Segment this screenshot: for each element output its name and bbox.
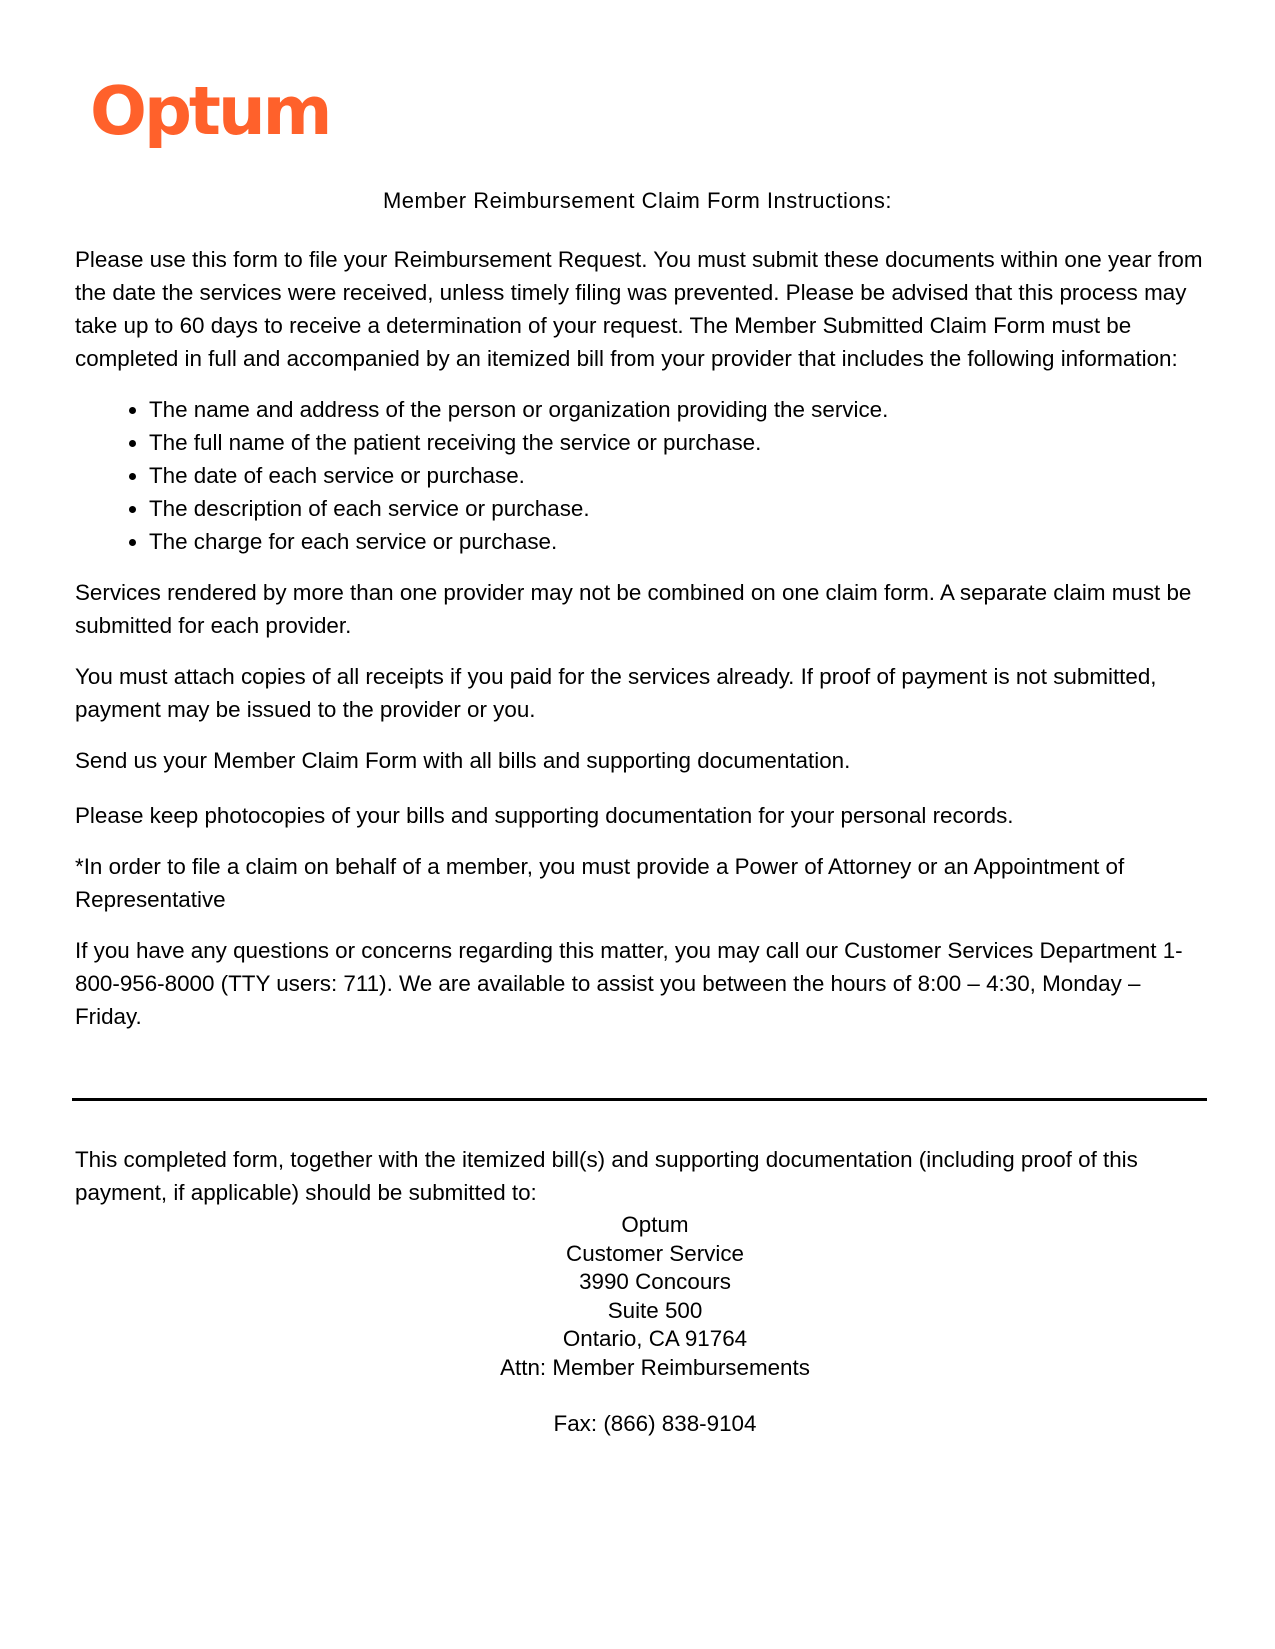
list-item: • The name and address of the person or organization providing the service.: [149, 393, 1205, 426]
optum-logo: Optum: [90, 72, 330, 150]
separate-providers-paragraph: Services rendered by more than one provider may not be combined on one claim form. A separate claim must be submitted for each provider.: [75, 580, 1192, 638]
list-item: • The charge for each service or purchase.: [149, 525, 1205, 558]
address-line: Suite 500: [607, 1297, 703, 1323]
intro-paragraph: Please use this form to file your Reimbursement Request. You must submit these documents within one year from the date the services were received, unless timely filing was prevented. Please be advised that this process may take up to 60 days to receive a determination of your request. The Member Submitted Claim Form must be completed in full and accompanied by an itemized bill from your provider that includes the following information:: [75, 247, 1203, 371]
mailing-address: [0, 1211, 1275, 1439]
power-of-attorney-paragraph: *In order to file a claim on behalf of a member, you must provide a Power of Attorney or an Appointment of Representative: [75, 854, 1125, 912]
address-line: Optum: [621, 1212, 689, 1237]
fax-number: Fax: (866) 838-9104: [553, 1411, 757, 1436]
submission-paragraph: This completed form, together with the itemized bill(s) and supporting documentation (including proof of this payment, if applicable) should be submitted to:: [75, 1147, 1138, 1206]
list-item: • The full name of the patient receiving the service or purchase.: [149, 426, 1205, 459]
page-title: Member Reimbursement Claim Form Instructions:: [382, 188, 893, 213]
address-line: Ontario, CA 91764: [562, 1326, 748, 1351]
list-item: • The description of each service or purchase.: [149, 492, 1205, 525]
questions-paragraph: If you have any questions or concerns regarding this matter, you may call our Customer Services Department 1-800-956-8000 (TTY users: 711). We are available to assist you between the hours of 8:00 – 4:30, Monday – Friday.: [75, 938, 1183, 1029]
address-line: 3990 Concours: [579, 1269, 731, 1294]
keep-copies-paragraph: Please keep photocopies of your bills and supporting documentation for your personal records.: [75, 803, 1014, 828]
receipts-paragraph: You must attach copies of all receipts if you paid for the services already. If proof of payment is not submitted, payment may be issued to the provider or you.: [75, 664, 1157, 722]
send-paragraph: Send us your Member Claim Form with all bills and supporting documentation.: [75, 748, 851, 773]
instructions-body: [75, 243, 1205, 1033]
address-line: Customer Service: [566, 1240, 744, 1266]
section-divider: [72, 1098, 1207, 1101]
requirements-list: [75, 393, 1205, 558]
list-item: • The date of each service or purchase.: [149, 459, 1205, 492]
address-line: Attn: Member Reimbursements: [500, 1354, 810, 1380]
